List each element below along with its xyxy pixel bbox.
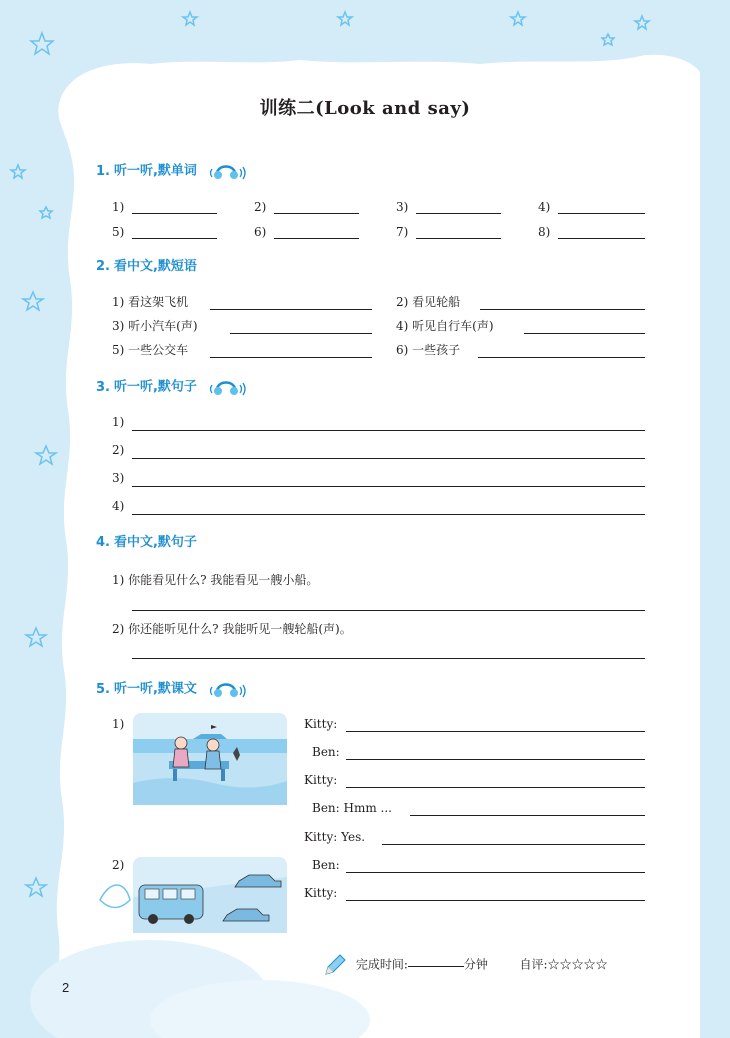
word-blank-label: 3) [396,200,409,214]
sentence-blank-line[interactable] [132,514,645,515]
self-rating-label: 自评: [519,957,548,972]
phrase-blank-line[interactable] [210,357,372,358]
picture-label: 2) [112,858,125,872]
section-title: 听一听,默句子 [113,379,197,395]
section-number: 2. [96,259,110,274]
section-number: 5. [96,681,110,697]
section-4-heading [96,533,197,553]
picture-label: 1) [112,717,125,731]
word-blank-label: 2) [254,200,267,214]
dialogue-blank-line[interactable] [346,759,645,760]
page-title: 训练二(Look and say) [259,98,471,119]
word-blank-label: 1) [112,200,125,214]
sentence-blank-line[interactable] [132,610,645,611]
phrase-blank-line[interactable] [478,357,645,358]
sentence-blank-line[interactable] [132,658,645,659]
section-number: 1. [96,163,110,179]
section-3-heading [96,376,249,396]
dialogue-blank-line[interactable] [410,815,645,816]
sentence-blank-label: 1) [112,415,125,429]
headphones-icon [209,376,249,398]
word-blank-line[interactable] [558,213,645,214]
sentence-blank-line[interactable] [132,458,645,459]
headphones-icon [209,678,249,700]
word-blank-label: 8) [538,225,551,239]
headphones-icon [209,160,249,182]
dialogue-blank-line[interactable] [346,872,645,873]
dialogue-blank-line[interactable] [346,900,645,901]
word-blank-label: 6) [254,225,267,239]
word-blank-line[interactable] [132,238,217,239]
dialogue-speaker: Kitty: Yes. [304,830,366,844]
dialogue-speaker: Kitty: [304,773,338,787]
phrase-blank-line[interactable] [480,309,645,310]
self-assessment-footer [322,952,608,970]
completion-time-label: 完成时间: [355,957,408,972]
section-title: 听一听,默课文 [113,681,197,697]
section-5-heading [96,678,249,698]
sentence-blank-line[interactable] [132,486,645,487]
dialogue-speaker: Kitty: [304,886,338,900]
page-number: 2 [62,980,70,995]
phrase-blank-line[interactable] [210,309,372,310]
phrase-blank-line[interactable] [230,333,372,334]
phrase-prompt: 6) 一些孩子 [396,343,461,357]
word-blank-line[interactable] [416,238,501,239]
word-blank-label: 5) [112,225,125,239]
phrase-prompt: 3) 听小汽车(声) [112,319,198,333]
rating-stars[interactable]: ☆☆☆☆☆ [547,957,608,972]
word-blank-line[interactable] [416,213,501,214]
word-blank-label: 7) [396,225,409,239]
sentence-blank-label: 2) [112,443,125,457]
section-2-heading [96,257,197,277]
dialogue-speaker: Ben: [312,858,340,872]
sentence-blank-label: 3) [112,471,125,485]
time-blank-line[interactable] [408,966,464,967]
dialogue-speaker: Ben: [312,745,340,759]
phrase-prompt: 2) 看见轮船 [396,295,461,309]
sentence-blank-line[interactable] [132,430,645,431]
beach-scene-illustration [133,713,287,805]
word-blank-line[interactable] [274,238,359,239]
word-blank-line[interactable] [274,213,359,214]
dialogue-blank-line[interactable] [346,731,645,732]
word-blank-line[interactable] [132,213,217,214]
word-blank-label: 4) [538,200,551,214]
pencil-icon [322,952,348,978]
sentence-prompt: 2) 你还能听见什么? 我能听见一艘轮船(声)。 [112,622,352,636]
section-number: 4. [96,535,110,550]
section-title: 看中文,默短语 [113,259,197,274]
sentence-prompt: 1) 你能看见什么? 我能看见一艘小船。 [112,573,319,587]
word-blank-line[interactable] [558,238,645,239]
sentence-blank-label: 4) [112,499,125,513]
minutes-label: 分钟 [463,957,488,972]
phrase-blank-line[interactable] [524,333,645,334]
dialogue-speaker: Kitty: [304,717,338,731]
road-scene-illustration [133,857,287,933]
section-title: 听一听,默单词 [113,163,197,179]
phrase-prompt: 4) 听见自行车(声) [396,319,494,333]
dialogue-blank-line[interactable] [382,844,645,845]
section-title: 看中文,默句子 [113,535,197,550]
phrase-prompt: 5) 一些公交车 [112,343,189,357]
dialogue-speaker: Ben: Hmm ... [312,801,392,815]
section-number: 3. [96,379,110,395]
dialogue-blank-line[interactable] [346,787,645,788]
section-1-heading [96,160,249,180]
phrase-prompt: 1) 看这架飞机 [112,295,189,309]
